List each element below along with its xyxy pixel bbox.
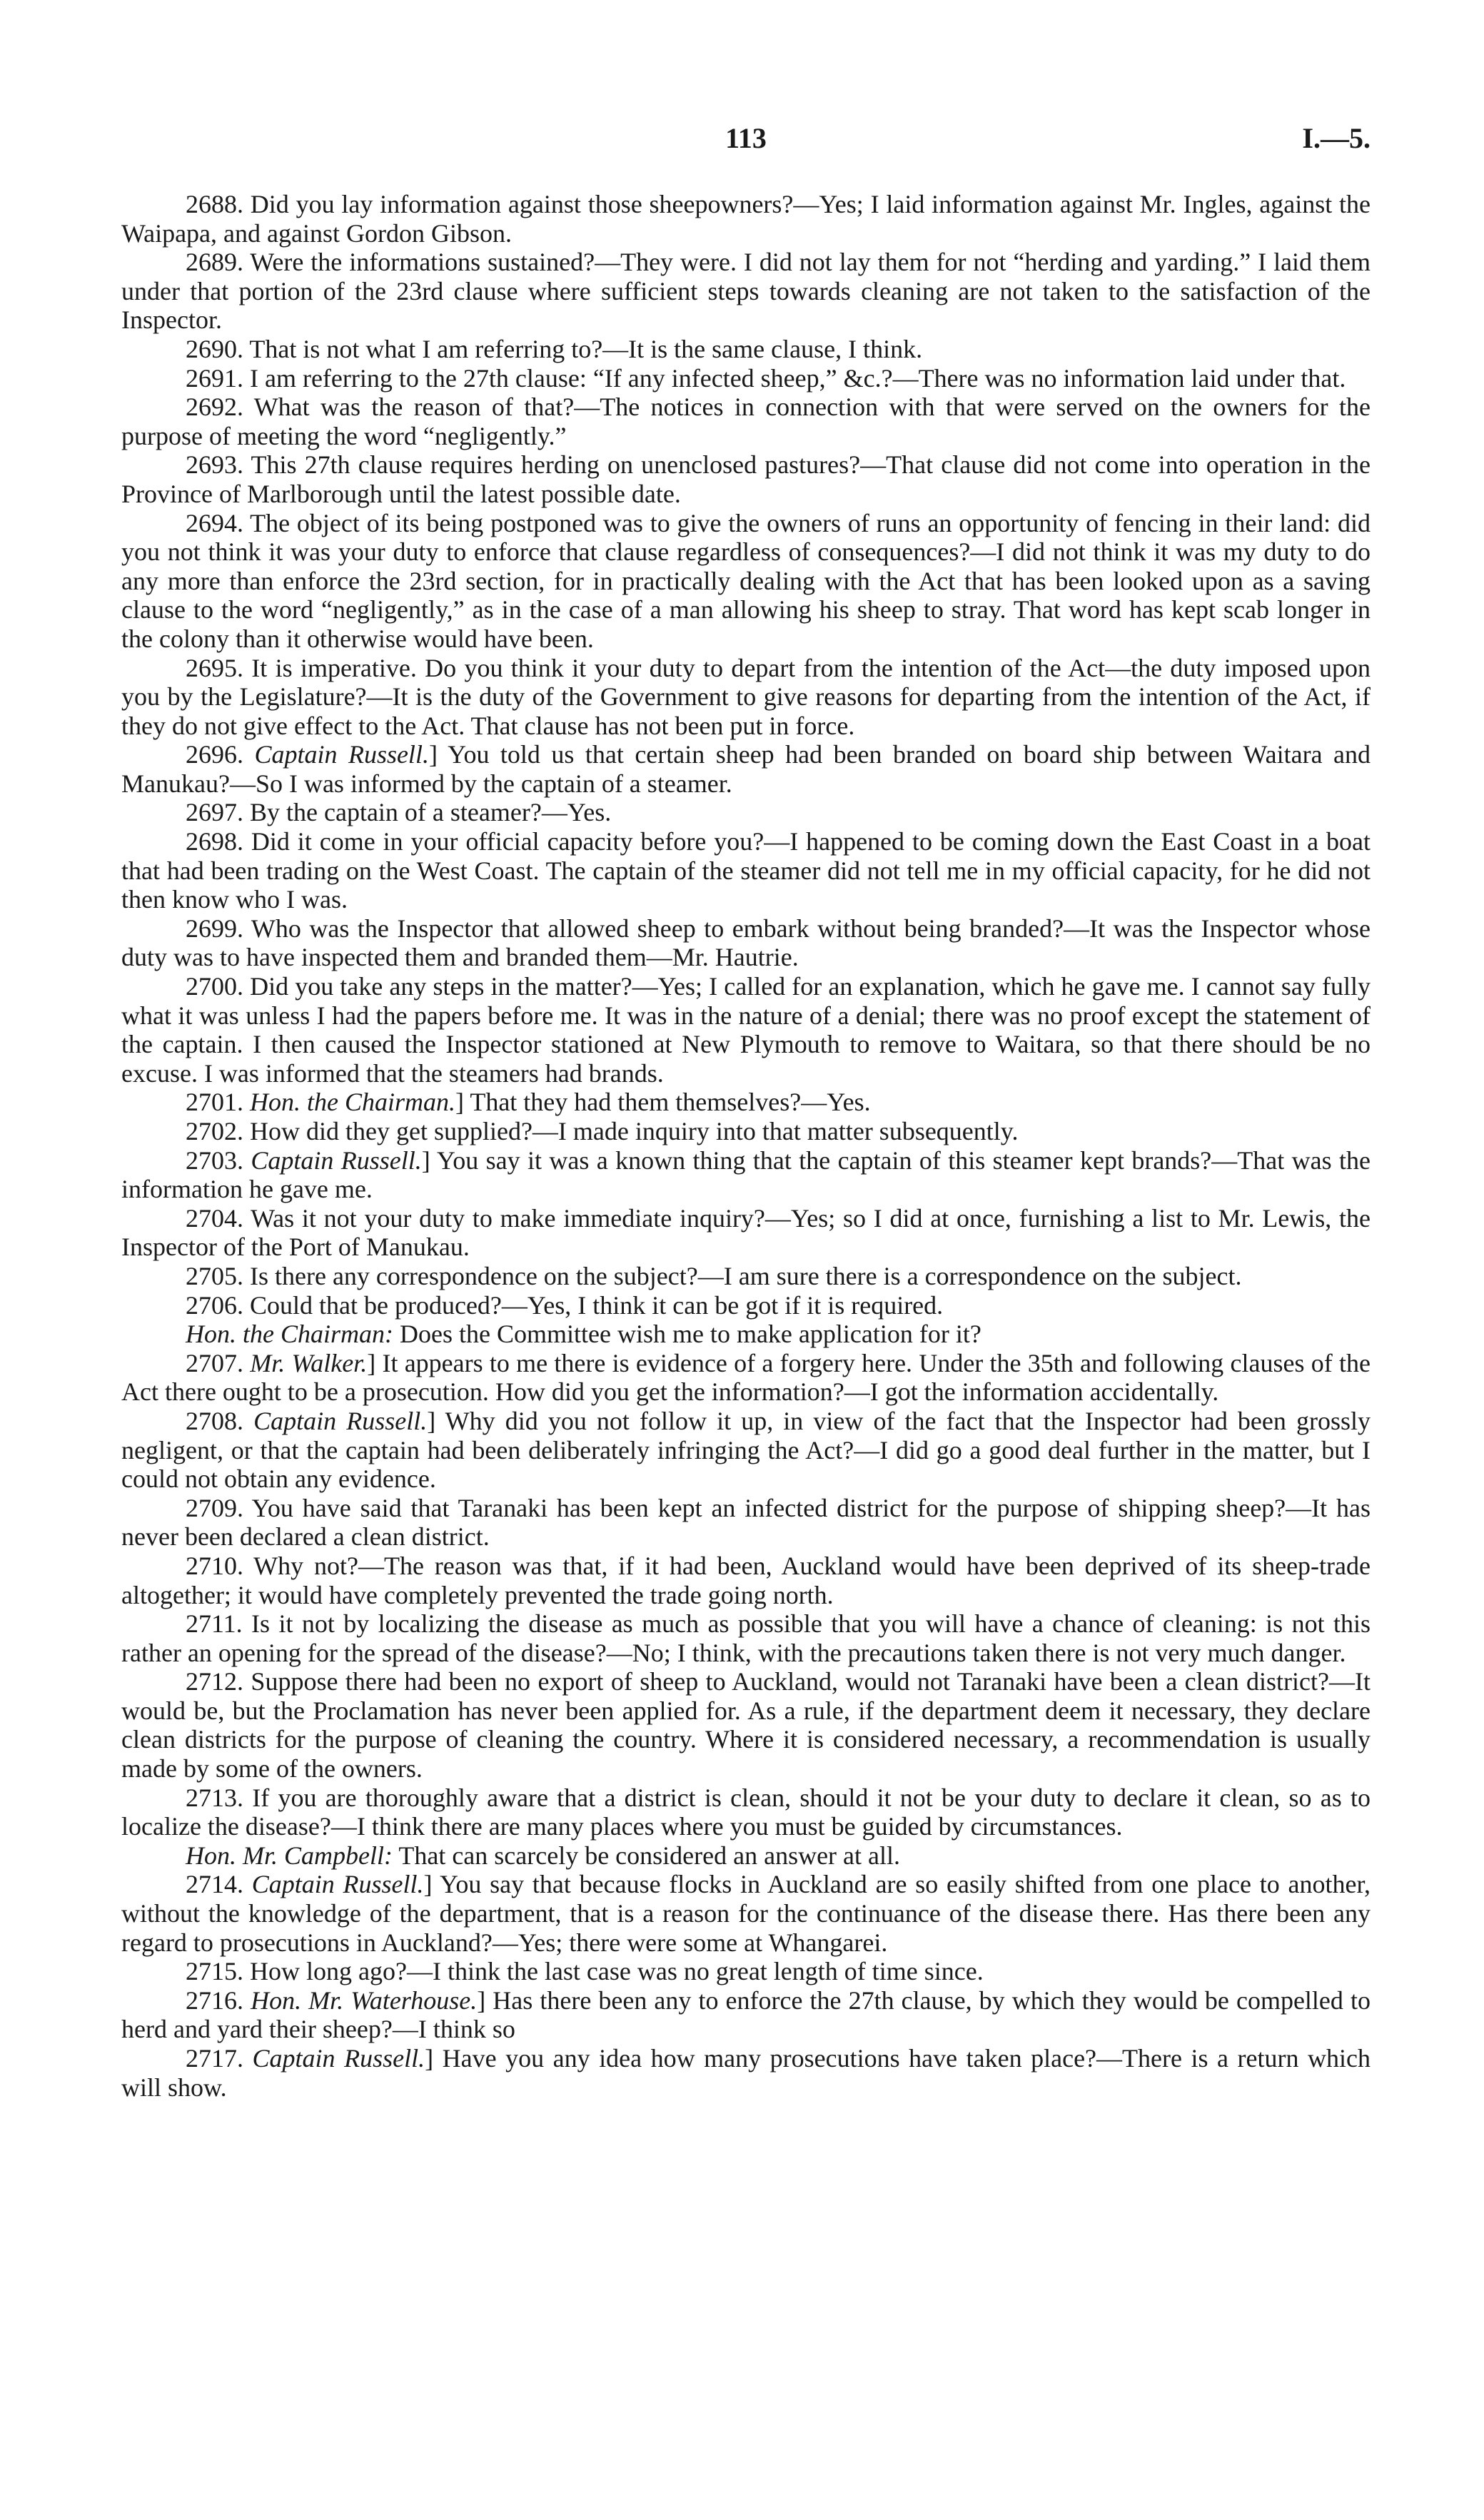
- page-header: [121, 121, 1371, 164]
- paragraph-text: ] That they had them themselves?—Yes.: [455, 1088, 871, 1117]
- testimony-paragraph: 2709. You have said that Taranaki has been kept an infected district for the purpose of shipping sheep?—It has never been declared a clean district.: [121, 1493, 1371, 1552]
- question-number: 2714.: [186, 1870, 243, 1899]
- testimony-paragraph: [121, 1870, 1371, 1957]
- paragraph-text: ] You told us that certain sheep had been branded on board ship between Waitara and Manukau?—So I was informed by the captain of a steamer.: [121, 740, 1371, 798]
- speaker-name: Hon. Mr. Campbell:: [186, 1841, 393, 1870]
- testimony-paragraph: [121, 1407, 1371, 1494]
- testimony-paragraph: 2699. Who was the Inspector that allowed sheep to embark without being branded?—It was the Inspector whose duty was to have inspected them and branded them—Mr. Hautrie.: [121, 914, 1371, 972]
- testimony-paragraph: 2704. Was it not your duty to make immediate inquiry?—Yes; so I did at once, furnishing a list to Mr. Lewis, the Inspector of the Port of Manukau.: [121, 1203, 1371, 1262]
- question-number: 2716.: [186, 1985, 243, 2015]
- testimony-paragraph: 2715. How long ago?—I think the last case was no great length of time since.: [186, 1957, 984, 1986]
- speaker-name: Captain Russell.: [252, 2044, 425, 2073]
- page-number: 113: [725, 122, 767, 154]
- question-number: 2701.: [186, 1088, 243, 1117]
- paragraph-text: ] Has there been any to enforce the 27th clause, by which they would be compelled to herd and yard their sheep?—I think so: [121, 1985, 1371, 2044]
- testimony-paragraph: [121, 1146, 1371, 1204]
- testimony-paragraph: 2689. Were the informations sustained?—They were. I did not lay them for not “herding and yarding.” I laid them under that portion of the 23rd clause where sufficient steps towards cleaning are not taken to the satisfaction of the Inspector.: [121, 248, 1371, 335]
- paragraph-text: That can scarcely be considered an answer at all.: [393, 1841, 900, 1870]
- question-number: 2708.: [186, 1406, 243, 1435]
- testimony-paragraph: 2705. Is there any correspondence on the subject?—I am sure there is a correspondence on the subject.: [186, 1261, 1242, 1290]
- testimony-paragraph: 2693. This 27th clause requires herding on unenclosed pastures?—That clause did not come into operation in the Province of Marlborough until the latest possible date.: [121, 450, 1371, 508]
- testimony-paragraph: [121, 2044, 1371, 2102]
- paragraph-text: ] It appears to me there is evidence of a forgery here. Under the 35th and following clauses of the Act there ought to be a prosecution. How did you get the information?—I got the information accidentally.: [121, 1348, 1371, 1407]
- testimony-paragraph: [121, 1088, 1371, 1117]
- paragraph-text: Does the Committee wish me to make application for it?: [393, 1320, 981, 1349]
- question-number: 2703.: [186, 1145, 243, 1175]
- paragraph-text: ] Have you any idea how many prosecutions have taken place?—There is a return which will show.: [121, 2044, 1371, 2102]
- testimony-paragraph: 2694. The object of its being postponed was to give the owners of runs an opportunity of fencing in their land: did you not think it was your duty to enforce that clause regardless of consequences?—I did not think it was my duty to do any more than enforce the 23rd section, for in practically dealing with the Act that has been looked upon as a saving clause to the word “negligently,” as in the case of a man allowing his sheep to stray. That word has kept scab longer in the colony than it otherwise would have been.: [121, 508, 1371, 653]
- testimony-paragraph: 2695. It is imperative. Do you think it your duty to depart from the intention of the Act—the duty imposed upon you by the Legislature?—It is the duty of the Government to give reasons for departing from the intention of the Act, if they do not give effect to the Act. That clause has not been put in force.: [121, 653, 1371, 740]
- paragraph-text: ] Why did you not follow it up, in view of the fact that the Inspector had been grossly negligent, or that the captain had been deliberately infringing the Act?—I did go a good deal further in the matter, but I could not obtain any evidence.: [121, 1406, 1371, 1494]
- testimony-body: [121, 190, 1371, 2102]
- testimony-paragraph: 2688. Did you lay information against those sheepowners?—Yes; I laid information against Mr. Ingles, against the Waipapa, and against Gordon Gibson.: [121, 190, 1371, 248]
- paragraph-text: ] You say it was a known thing that the captain of this steamer kept brands?—That was the information he gave me.: [121, 1145, 1371, 1204]
- testimony-paragraph: [121, 1320, 1371, 1349]
- question-number: 2717.: [186, 2044, 243, 2073]
- testimony-paragraph: 2690. That is not what I am referring to?—It is the same clause, I think.: [186, 334, 923, 363]
- testimony-paragraph: 2698. Did it come in your official capacity before you?—I happened to be coming down the East Coast in a boat that had been trading on the West Coast. The captain of the steamer did not tell me in my official capacity, for he did not then know who I was.: [121, 827, 1371, 914]
- testimony-paragraph: 2711. Is it not by localizing the disease as much as possible that you will have a chance of cleaning: is not this rather an opening for the spread of the disease?—No; I think, with the precautions taken there is not very much danger.: [121, 1609, 1371, 1667]
- speaker-name: Hon. the Chairman:: [186, 1320, 393, 1349]
- paragraph-text: ] You say that because flocks in Auckland are so easily shifted from one place to another, without the knowledge of the department, that is a reason for the continuance of the disease there. Has there been any regard to prosecutions in Auckland?—Yes; there were some at Whangarei.: [121, 1870, 1371, 1957]
- speaker-name: Hon. the Chairman.: [250, 1088, 455, 1117]
- speaker-name: Mr. Walker.: [250, 1348, 368, 1377]
- speaker-name: Captain Russell.: [254, 740, 429, 769]
- speaker-name: Captain Russell.: [253, 1406, 428, 1435]
- testimony-paragraph: 2710. Why not?—The reason was that, if it had been, Auckland would have been deprived of its sheep-trade altogether; it would have completely prevented the trade going north.: [121, 1551, 1371, 1609]
- testimony-paragraph: [121, 1349, 1371, 1407]
- testimony-paragraph: 2697. By the captain of a steamer?—Yes.: [186, 798, 612, 827]
- testimony-paragraph: 2706. Could that be produced?—Yes, I think it can be got if it is required.: [186, 1290, 944, 1320]
- question-number: 2696.: [186, 740, 243, 769]
- testimony-paragraph: 2712. Suppose there had been no export of sheep to Auckland, would not Taranaki have been a clean district?—It would be, but the Proclamation has never been applied for. As a rule, if the department deem it necessary, they declare clean districts for the purpose of cleaning the country. Where it is considered necessary, a recommendation is usually made by some of the owners.: [121, 1667, 1371, 1783]
- document-reference: I.—5.: [1302, 122, 1371, 154]
- testimony-paragraph: 2691. I am referring to the 27th clause: “If any infected sheep,” &c.?—There was no information laid under that.: [186, 363, 1346, 393]
- testimony-paragraph: 2692. What was the reason of that?—The notices in connection with that were served on the owners for the purpose of meeting the word “negligently.”: [121, 393, 1371, 450]
- testimony-paragraph: [121, 1986, 1371, 2044]
- testimony-paragraph: [121, 740, 1371, 798]
- speaker-name: Captain Russell.: [251, 1145, 422, 1175]
- testimony-paragraph: 2713. If you are thoroughly aware that a district is clean, should it not be your duty to declare it clean, so as to localize the disease?—I think there are many places where you must be guided by circumstances.: [121, 1783, 1371, 1841]
- testimony-paragraph: [121, 1841, 1371, 1871]
- testimony-paragraph: 2702. How did they get supplied?—I made inquiry into that matter subsequently.: [186, 1117, 1019, 1145]
- speaker-name: Hon. Mr. Waterhouse.: [251, 1985, 478, 2015]
- speaker-name: Captain Russell.: [251, 1870, 424, 1899]
- question-number: 2707.: [186, 1348, 243, 1377]
- testimony-paragraph: 2700. Did you take any steps in the matter?—Yes; I called for an explanation, which he gave me. I cannot say fully what it was unless I had the papers before me. It was in the nature of a denial; there was no proof except the statement of the captain. I then caused the Inspector stationed at New Plymouth to remove to Waitara, so that there should be no excuse. I was informed that the steamers had brands.: [121, 972, 1371, 1088]
